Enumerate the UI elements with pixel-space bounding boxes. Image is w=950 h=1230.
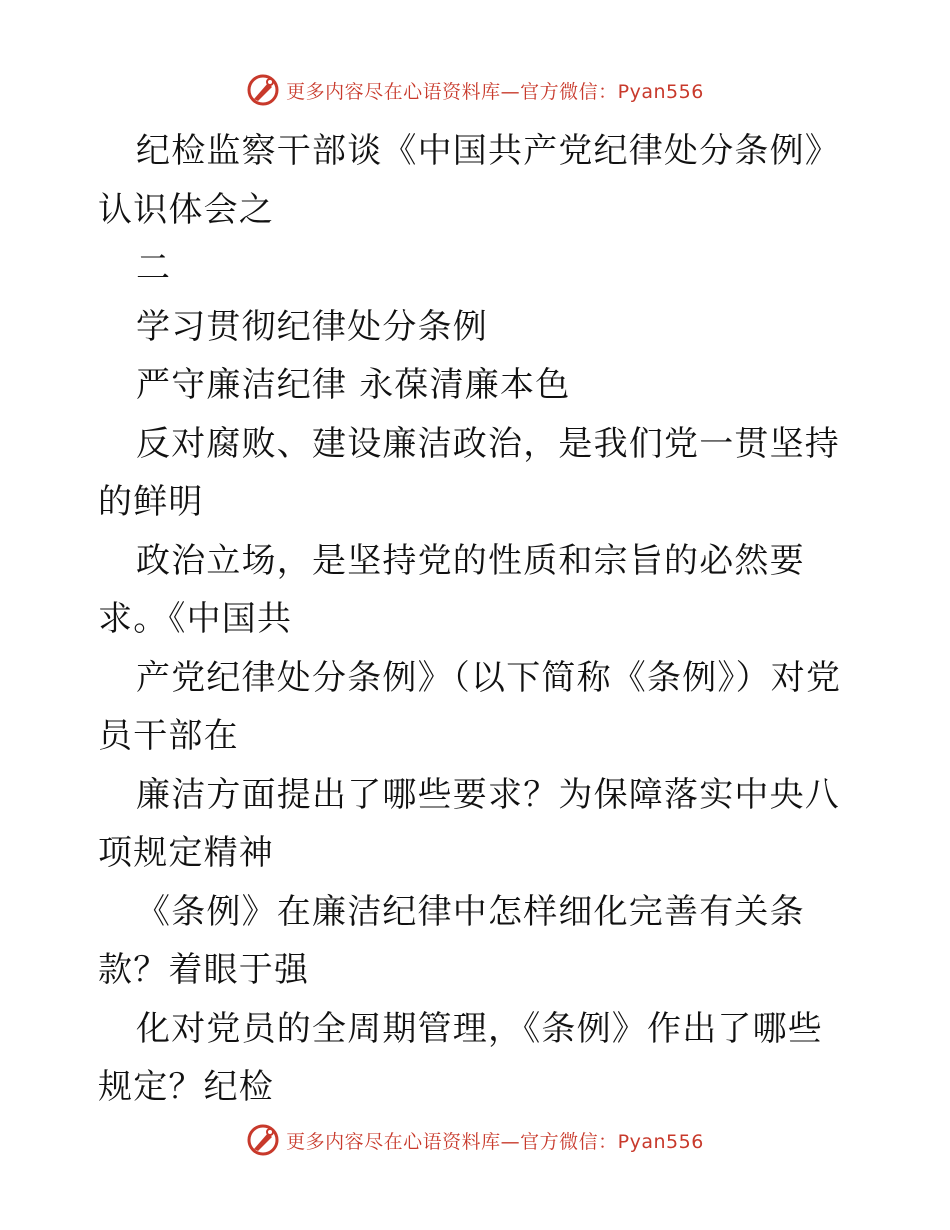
paragraph: 政治立场，是坚持党的性质和宗旨的必然要求。《中国共 xyxy=(98,540,805,639)
footer-watermark xyxy=(0,1120,950,1160)
paragraph: 化对党员的全周期管理，《条例》作出了哪些规定？纪检 xyxy=(98,1008,823,1107)
pen-logo-icon xyxy=(246,1123,280,1157)
paragraph: 二 xyxy=(136,248,172,288)
paragraph: 《条例》在廉洁纪律中怎样细化完善有关条款？着眼于强 xyxy=(98,891,805,990)
header-watermark xyxy=(0,70,950,110)
paragraph: 严守廉洁纪律 永葆清廉本色 xyxy=(136,365,571,405)
paragraph: 廉洁方面提出了哪些要求？为保障落实中央八项规定精神 xyxy=(98,774,840,873)
document-body xyxy=(98,122,858,1117)
pen-logo-icon xyxy=(246,73,280,107)
watermark-text: 更多内容尽在心语资料库—官方微信：Pyan556 xyxy=(286,1130,704,1153)
paragraph: 学习贯彻纪律处分条例 xyxy=(136,306,488,347)
paragraph: 反对腐败、建设廉洁政治，是我们党一贯坚持的鲜明 xyxy=(98,423,840,522)
watermark-text: 更多内容尽在心语资料库—官方微信：Pyan556 xyxy=(286,80,704,103)
paragraph: 产党纪律处分条例》（以下简称《条例》）对党员干部在 xyxy=(98,657,842,756)
document-title: 纪检监察干部谈《中国共产党纪律处分条例》认识体会之 xyxy=(98,131,840,230)
